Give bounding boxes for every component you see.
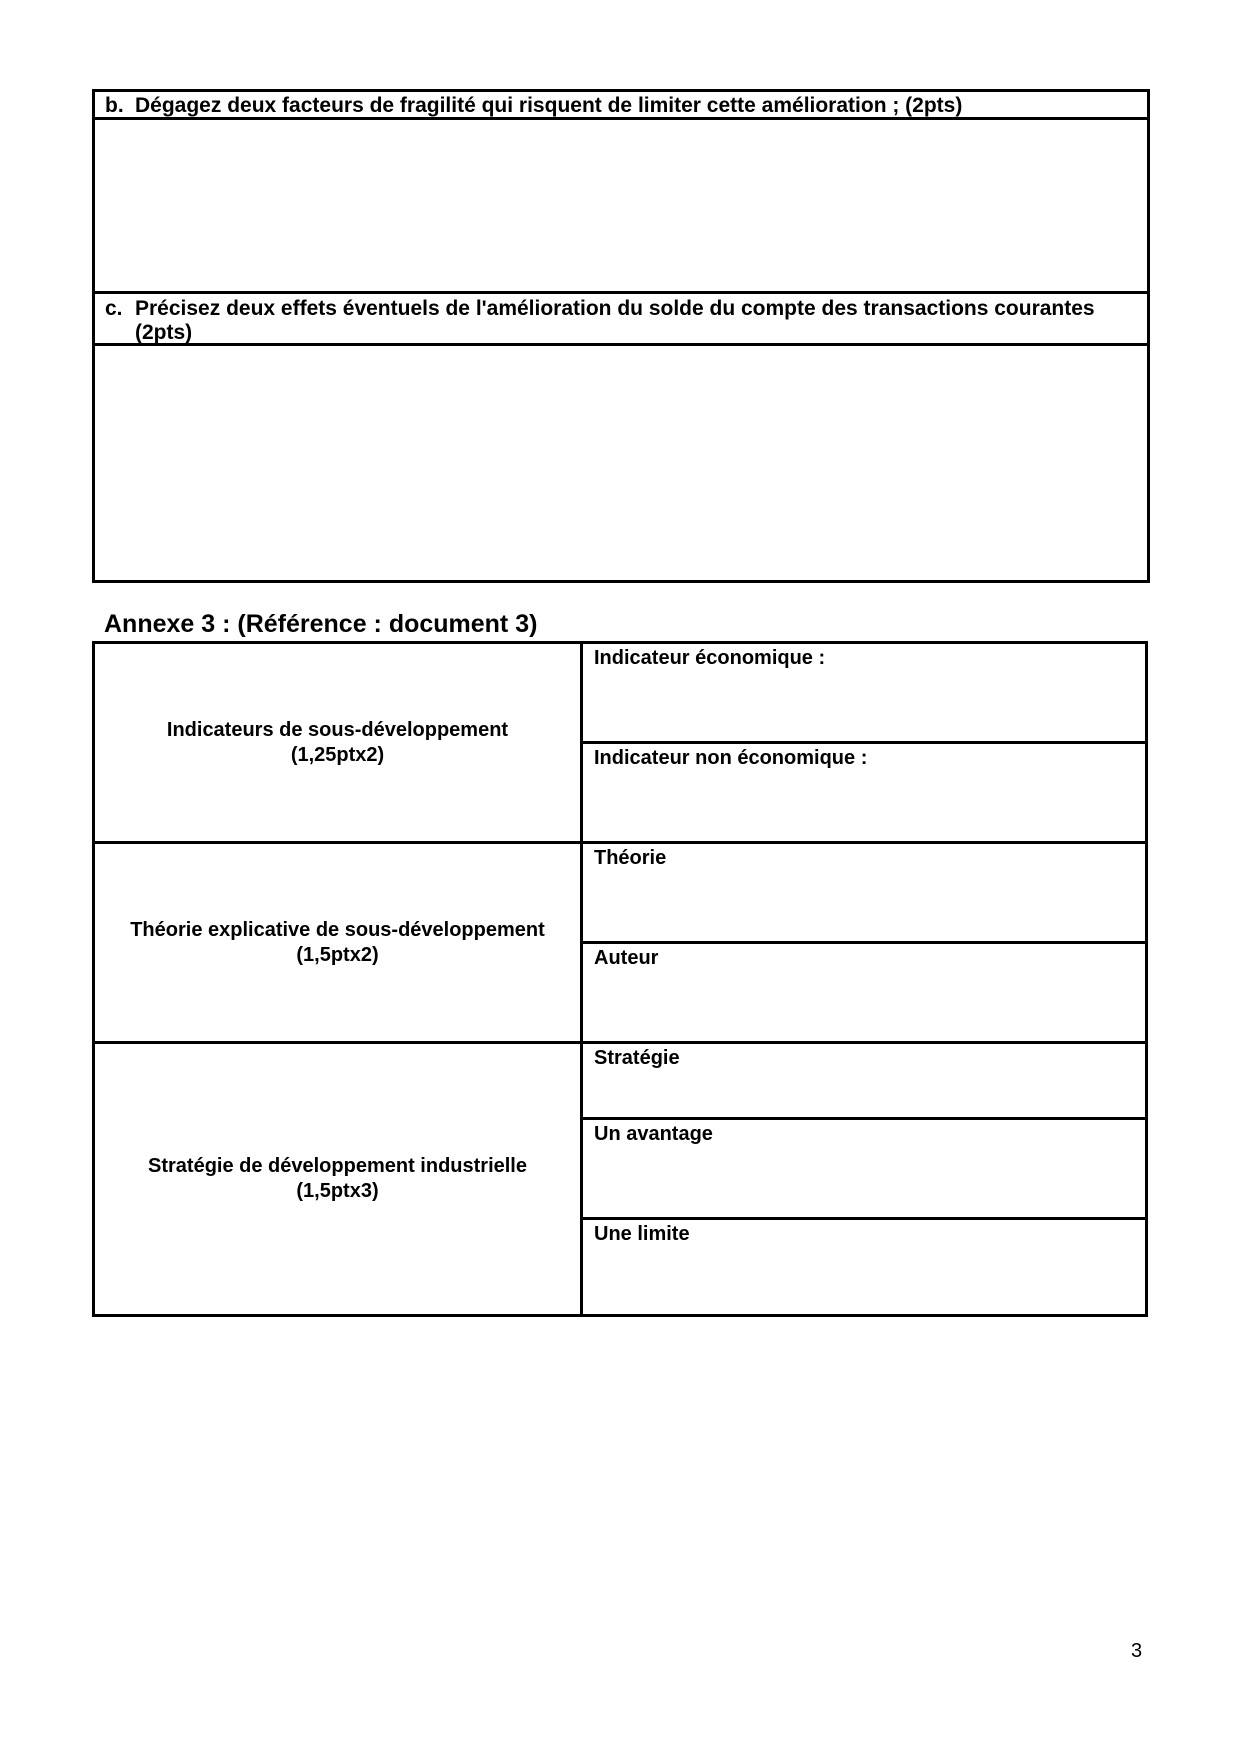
row-label-text: Théorie explicative de sous-développement — [130, 918, 545, 941]
row-label-theorie — [95, 844, 583, 1044]
field-label: Un avantage — [594, 1123, 713, 1145]
page-number: 3 — [1131, 1640, 1143, 1662]
field-label: Indicateur non économique : — [594, 747, 868, 769]
field-label: Indicateur économique : — [594, 647, 826, 669]
question-c-letter: c. — [105, 297, 123, 320]
question-b-answer-area[interactable] — [95, 120, 1147, 294]
field-theorie[interactable] — [583, 844, 1145, 944]
question-c-text: Précisez deux effets éventuels de l'amélioration du solde du compte des transactions courantes (2pts) — [135, 297, 1095, 344]
question-b-letter: b. — [105, 94, 124, 117]
questions-table — [92, 89, 1150, 583]
field-strategie[interactable] — [583, 1044, 1145, 1120]
annex-title: Annexe 3 : (Référence : document 3) — [104, 610, 538, 638]
row-label-text: Indicateurs de sous-développement — [166, 718, 509, 741]
annex-table — [92, 641, 1148, 1317]
question-b-text: Dégagez deux facteurs de fragilité qui risquent de limiter cette amélioration ; (2pts) — [135, 94, 963, 117]
field-label: Théorie — [594, 847, 667, 869]
field-auteur[interactable] — [583, 944, 1145, 1044]
field-label: Auteur — [594, 947, 659, 969]
question-c-answer-area[interactable] — [95, 346, 1147, 580]
field-avantage[interactable] — [583, 1120, 1145, 1220]
field-label: Stratégie — [594, 1047, 680, 1069]
row-label-text: Stratégie de développement industrielle — [148, 1155, 527, 1177]
row-points: (1,5ptx3) — [296, 1180, 379, 1202]
field-limite[interactable] — [583, 1220, 1145, 1314]
row-points: (1,5ptx2) — [296, 943, 379, 966]
row-label-indicateurs — [95, 644, 583, 844]
field-indicateur-non-economique[interactable] — [583, 744, 1145, 844]
question-b-header — [95, 92, 1147, 120]
field-indicateur-economique[interactable] — [583, 644, 1145, 744]
question-c-header — [95, 294, 1147, 346]
field-label: Une limite — [594, 1223, 690, 1245]
row-label-strategie — [95, 1044, 583, 1314]
row-points: (1,25ptx2) — [290, 743, 385, 766]
